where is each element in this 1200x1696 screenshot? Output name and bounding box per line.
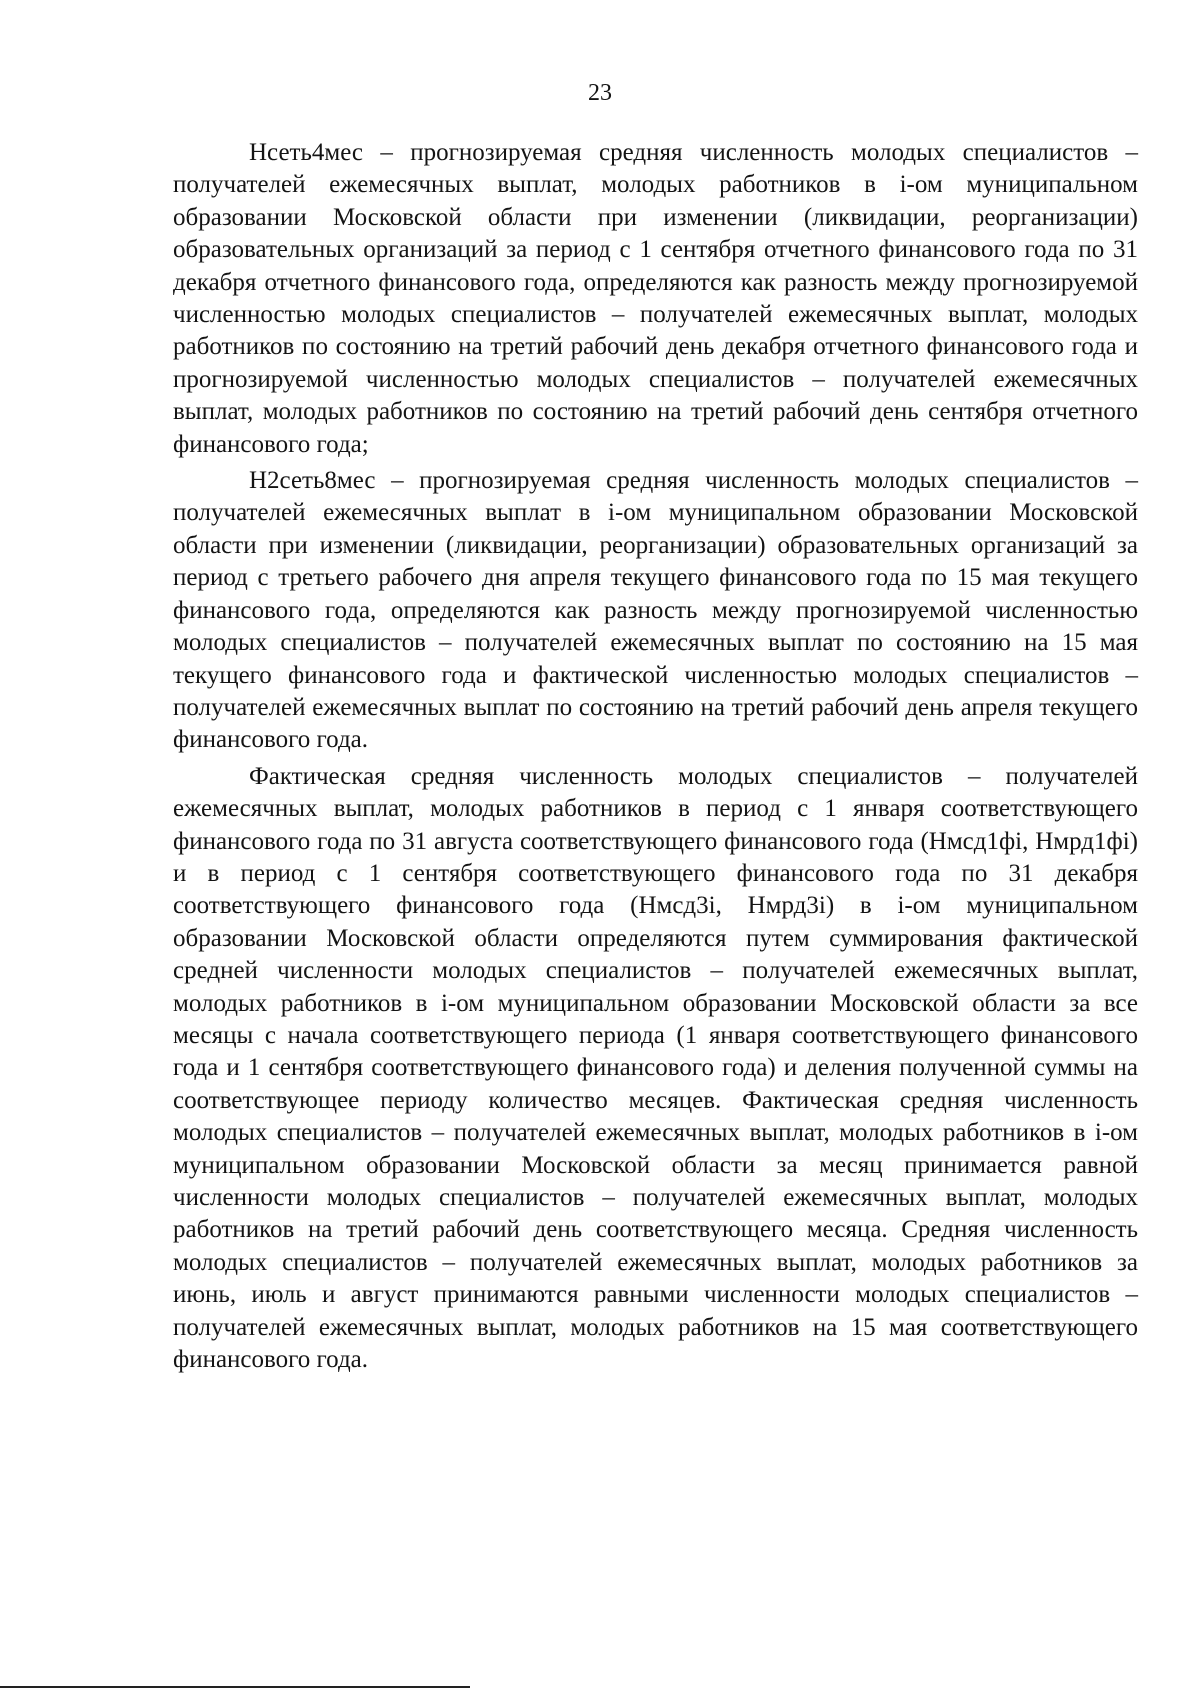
paragraph-nset4mes-definition: Нсеть4мес – прогнозируемая средняя численность молодых специалистов – получателей ежемесячных выплат, молодых работников в i-ом муниципальном образовании Московской области при изменении (ликвидации, реорганизации) образовательных организаций за период с 1 сентября отчетного финансового года по 31 декабря отчетного финансового года, определяются как разность между прогнозируемой численностью молодых специалистов – получателей ежемесячных выплат, молодых работников по состоянию на третий рабочий день декабря отчетного финансового года и прогнозируемой численностью молодых специалистов – получателей ежемесячных выплат, молодых работников по состоянию на третий рабочий день сентября отчетного финансового года; <box>173 139 1138 458</box>
document-body <box>173 137 1138 1376</box>
footer-rule <box>0 1686 470 1688</box>
paragraph-actual-average-count: Фактическая средняя численность молодых специалистов – получателей ежемесячных выплат, молодых работников в период с 1 января соответствующего финансового года по 31 августа соответствующего финансового года (Нмсд1фi, Нмрд1фi) и в период с 1 сентября соответствующего финансового года по 31 декабря соответствующего финансового года (Нмсд3i, Нмрд3i) в i-ом муниципальном образовании Московской области определяются путем суммирования фактической средней численности молодых специалистов – получателей ежемесячных выплат, молодых работников в i-ом муниципальном образовании Московской области за все месяцы с начала соответствующего периода (1 января соответствующего финансового года и 1 сентября соответствующего финансового года) и деления полученной суммы на соответствующее периоду количество месяцев. Фактическая средняя численность молодых специалистов – получателей ежемесячных выплат, молодых работников в i-ом муниципальном образовании Московской области за месяц принимается равной численности молодых специалистов – получателей ежемесячных выплат, молодых работников на третий рабочий день соответствующего месяца. Средняя численность молодых специалистов – получателей ежемесячных выплат, молодых работников за июнь, июль и август принимаются равными численности молодых специалистов – получателей ежемесячных выплат, молодых работников на 15 мая соответствующего финансового года. <box>173 762 1138 1374</box>
paragraph-n2set8mes-definition: Н2сеть8мес – прогнозируемая средняя численность молодых специалистов – получателей ежемесячных выплат в i-ом муниципальном образовании Московской области при изменении (ликвидации, реорганизации) образовательных организаций за период с третьего рабочего дня апреля текущего финансового года по 15 мая текущего финансового года, определяются как разность между прогнозируемой численностью молодых специалистов – получателей ежемесячных выплат по состоянию на 15 мая текущего финансового года и фактической численностью молодых специалистов – получателей ежемесячных выплат по состоянию на третий рабочий день апреля текущего финансового года. <box>173 467 1138 754</box>
page-number: 23 <box>588 80 612 106</box>
